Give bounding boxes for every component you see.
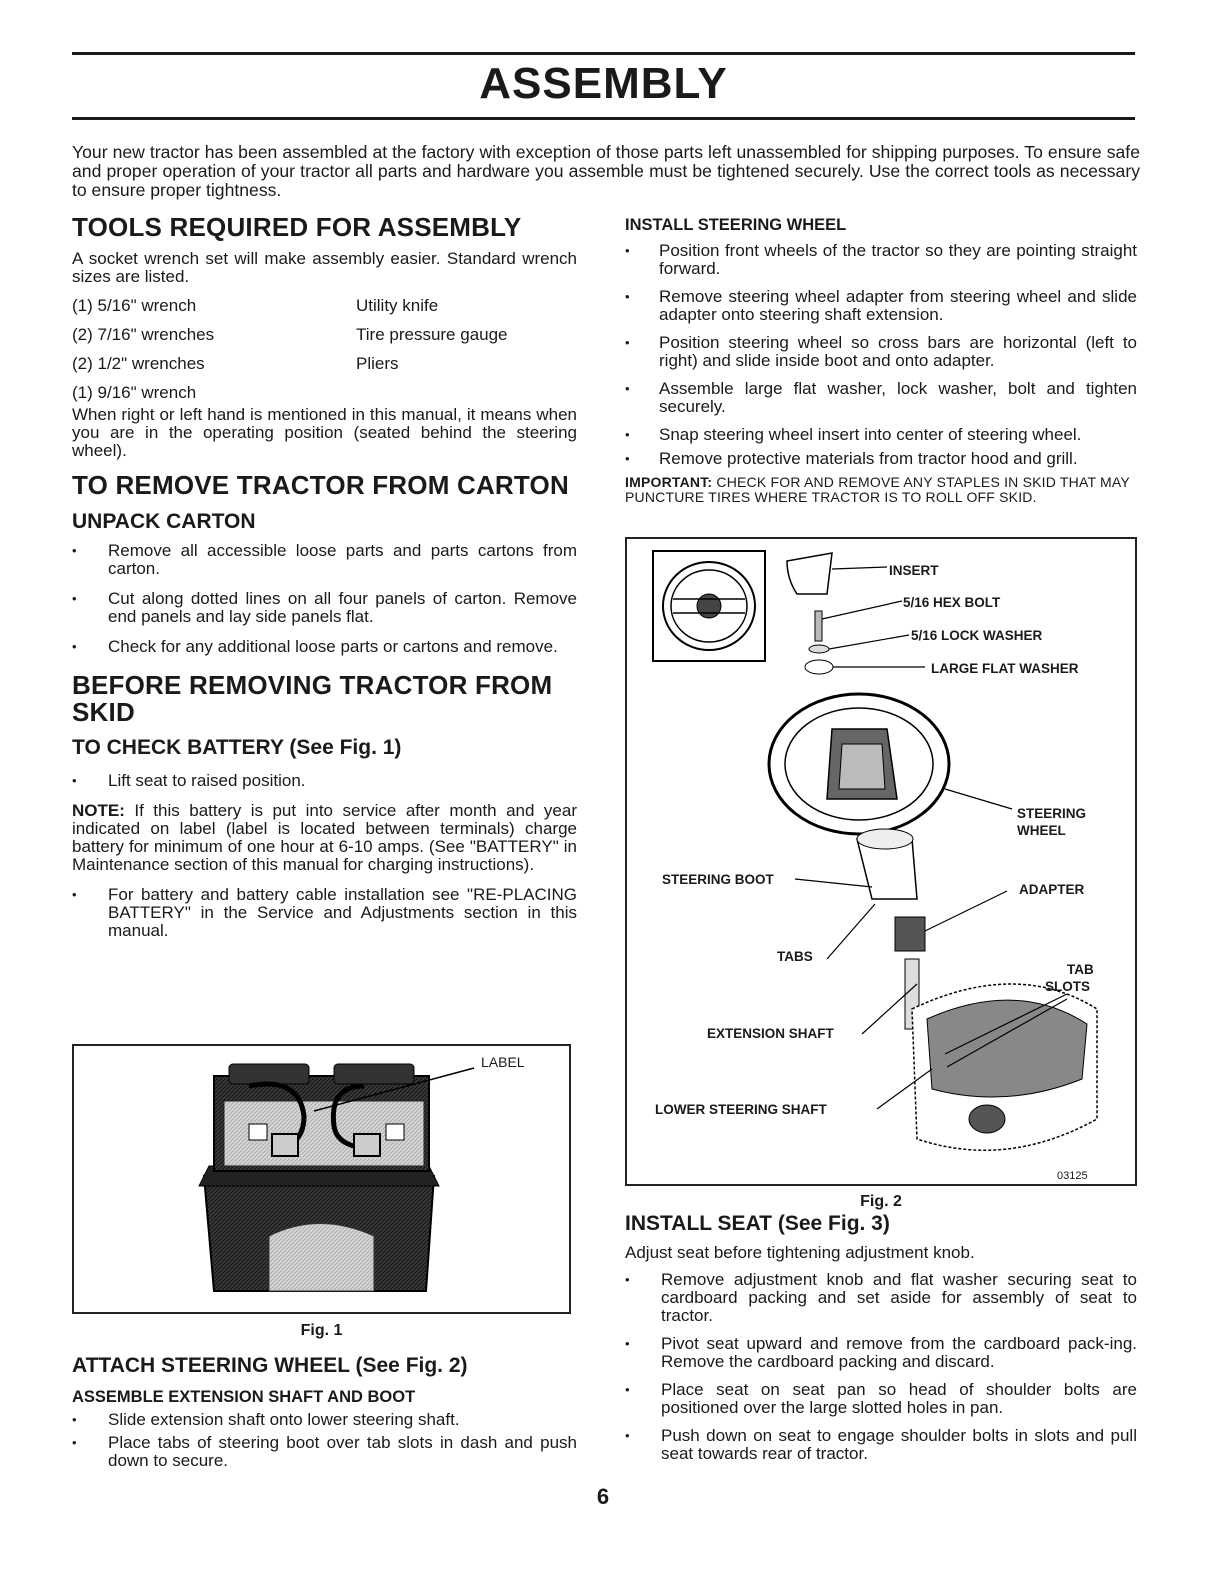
list-item: • Remove all accessible loose parts and parts cartons from carton. (72, 542, 577, 578)
note-text: If this battery is put into service after month and year indicated on label (label is located between terminals) charge battery for minimum of one hour at 6-10 amps. (See "BATTERY" in Maintenance section of this manual for charging instructions). (72, 801, 577, 874)
list-item: • Place tabs of steering boot over tab slots in dash and push down to secure. (72, 1434, 577, 1470)
list-item: • Snap steering wheel insert into center of steering wheel. (625, 426, 1137, 444)
label-lock-washer: 5/16 LOCK WASHER (911, 628, 1043, 643)
assemble-subheading: ASSEMBLE EXTENSION SHAFT AND BOOT (72, 1388, 416, 1406)
tools-heading: TOOLS REQUIRED FOR ASSEMBLY (72, 212, 522, 242)
attach-section (72, 1354, 577, 1470)
label-lower-shaft: LOWER STEERING SHAFT (655, 1102, 827, 1117)
important-text: CHECK FOR AND REMOVE ANY STAPLES IN SKID THAT MAY PUNCTURE TIRES WHERE TRACTOR IS TO ROLL OFF SKID. (625, 474, 1130, 505)
battery-subheading: TO CHECK BATTERY (See Fig. 1) (72, 736, 402, 759)
figure-2 (625, 537, 1137, 1186)
label-steering-wheel-1: STEERING (1017, 806, 1087, 821)
list-item: • Position front wheels of the tractor so they are pointing straight forward. (625, 242, 1137, 278)
label-steering-wheel-2: WHEEL (1017, 823, 1066, 838)
steering-illustration (627, 539, 1135, 1184)
header-rule-top (72, 52, 1135, 55)
list-item: • Push down on seat to engage shoulder bolts in slots and pull seat towards rear of tractor. (625, 1427, 1137, 1463)
install-wheel-list (625, 242, 1137, 468)
label-adapter: ADAPTER (1019, 882, 1085, 897)
before-heading: BEFORE REMOVING TRACTOR FROM SKID (72, 670, 553, 727)
battery-list (72, 772, 577, 790)
important-note (625, 475, 1137, 504)
fig1-label: LABEL (481, 1054, 525, 1070)
install-seat-section (625, 1212, 1137, 1463)
battery-note (72, 802, 577, 874)
install-wheel-heading: INSTALL STEERING WHEEL (625, 216, 847, 234)
list-item: • Remove protective materials from tractor hood and grill. (625, 450, 1137, 468)
remove-heading: TO REMOVE TRACTOR FROM CARTON (72, 470, 569, 500)
list-item: • Position steering wheel so cross bars are horizontal (left to right) and slide inside boot and onto adapter. (625, 334, 1137, 370)
note-label: NOTE: (72, 801, 125, 820)
list-item: • Cut along dotted lines on all four panels of carton. Remove end panels and lay side panels flat. (72, 590, 577, 626)
figure-1 (72, 1044, 571, 1314)
right-column (625, 210, 1137, 504)
list-item: • Remove adjustment knob and flat washer securing seat to cardboard packing and set aside for assembly of seat to tractor. (625, 1271, 1137, 1325)
attach-heading: ATTACH STEERING WHEEL (See Fig. 2) (72, 1354, 468, 1377)
list-item: • Slide extension shaft onto lower steering shaft. (72, 1411, 577, 1429)
table-row (72, 296, 508, 325)
page-title: ASSEMBLY (479, 59, 728, 108)
fig1-caption: Fig. 1 (300, 1322, 343, 1339)
list-item: • Assemble large flat washer, lock washer, bolt and tighten securely. (625, 380, 1137, 416)
label-insert: INSERT (889, 563, 939, 578)
header-rule-bottom (72, 117, 1135, 120)
attach-list (72, 1411, 577, 1470)
tool-cell: Utility knife (356, 296, 439, 315)
left-column (72, 210, 577, 940)
label-tab-slots-1: TAB (1067, 962, 1094, 977)
tools-text: A socket wrench set will make assembly easier. Standard wrench sizes are listed. (72, 249, 577, 286)
list-item: • Pivot seat upward and remove from the cardboard pack-ing. Remove the cardboard packing and discard. (625, 1335, 1137, 1371)
figure-code: 03125 (1057, 1170, 1088, 1182)
install-seat-text: Adjust seat before tightening adjustment knob. (625, 1243, 975, 1262)
label-tab-slots-2: SLOTS (1045, 979, 1091, 994)
list-item: • Remove steering wheel adapter from steering wheel and slide adapter onto steering shaft extension. (625, 288, 1137, 324)
label-extension-shaft: EXTENSION SHAFT (707, 1026, 834, 1041)
label-tabs: TABS (777, 949, 813, 964)
label-steering-boot: STEERING BOOT (662, 872, 774, 887)
unpack-subheading: UNPACK CARTON (72, 510, 256, 533)
fig2-caption: Fig. 2 (860, 1193, 902, 1210)
tool-cell: (1) 9/16" wrench (72, 383, 197, 402)
list-item: • For battery and battery cable installation see "RE-PLACING BATTERY" in the Service and Adjustments section in this manual. (72, 886, 577, 940)
install-seat-list (625, 1271, 1137, 1463)
hand-note: When right or left hand is mentioned in this manual, it means when you are in the operating position (seated behind the steering wheel). (72, 405, 577, 460)
list-item: • Check for any additional loose parts or cartons and remove. (72, 638, 577, 656)
unpack-list (72, 542, 577, 656)
intro-paragraph: Your new tractor has been assembled at the factory with exception of those parts left unassembled for shipping purposes. To ensure safe and proper operation of your tractor all parts and hardware you assemble must be tightened securely. Use the correct tools as necessary to ensure proper tightness. (72, 142, 1140, 200)
label-hex-bolt: 5/16 HEX BOLT (903, 595, 1001, 610)
tools-table (72, 296, 508, 412)
list-item: • Lift seat to raised position. (72, 772, 577, 790)
list-item: • Place seat on seat pan so head of shoulder bolts are positioned over the large slotted holes in pan. (625, 1381, 1137, 1417)
label-flat-washer: LARGE FLAT WASHER (931, 661, 1079, 676)
important-label: IMPORTANT: (625, 474, 713, 490)
tool-cell: (2) 7/16" wrenches (72, 325, 215, 344)
page-number: 6 (596, 1484, 610, 1509)
battery-list-2 (72, 886, 577, 940)
table-row (72, 354, 508, 383)
table-row (72, 325, 508, 354)
install-seat-heading: INSTALL SEAT (See Fig. 3) (625, 1212, 890, 1235)
tool-cell: (1) 5/16" wrench (72, 296, 197, 315)
battery-illustration (74, 1046, 569, 1312)
tool-cell: Tire pressure gauge (356, 325, 508, 344)
tool-cell: Pliers (356, 354, 399, 373)
tool-cell: (2) 1/2" wrenches (72, 354, 205, 373)
